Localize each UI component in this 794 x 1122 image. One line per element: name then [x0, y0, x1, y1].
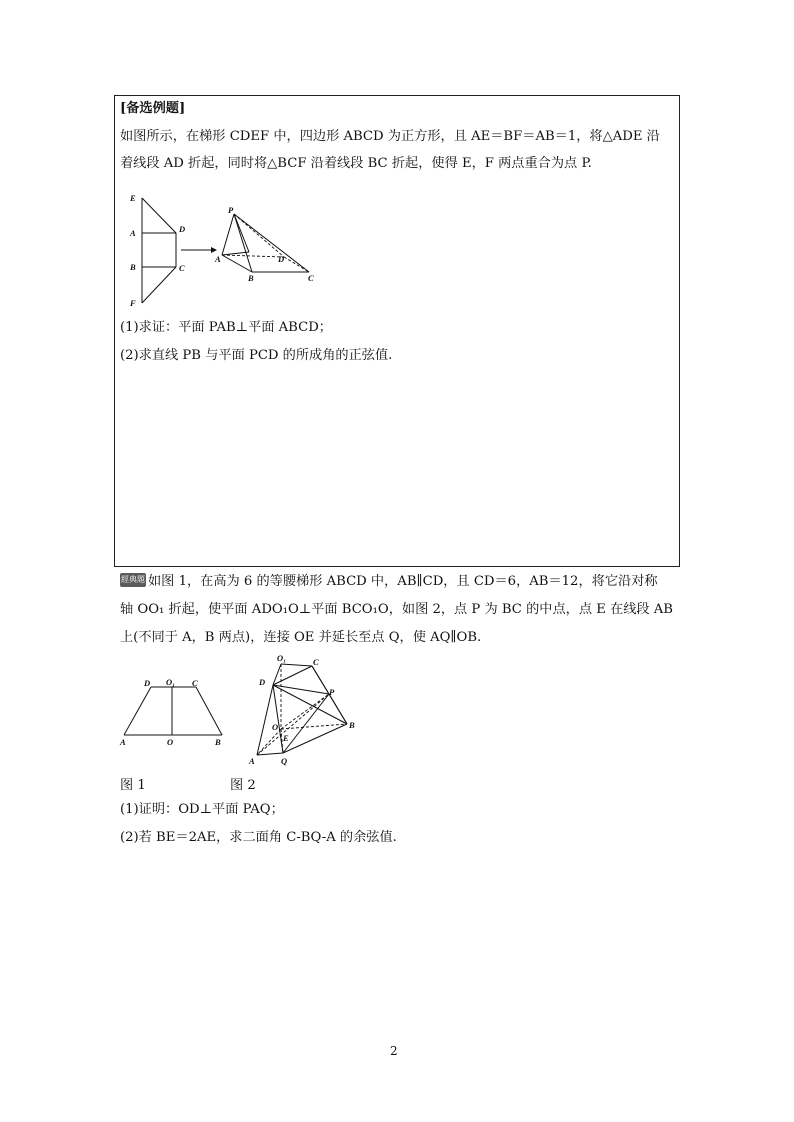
fig1-label-A: A [120, 737, 126, 747]
fig1-label-C: C [192, 678, 198, 688]
fig1-label-B: B [215, 737, 221, 747]
label-E: E [130, 193, 136, 203]
figure-1-caption: 图 1 [120, 778, 146, 793]
classic-question-2: (2)若 BE＝2AE，求二面角 C-BQ-A 的余弦值. [120, 830, 397, 845]
classic-question-1: (1)证明：OD⊥平面 PAQ； [120, 802, 284, 817]
classic-line-1: 如图 1，在高为 6 的等腰梯形 ABCD 中，AB∥CD，且 CD＝6，AB＝12，将它沿对称 [148, 574, 658, 589]
label-C: C [179, 263, 185, 273]
fig2-label-B: B [349, 720, 355, 730]
alt-example-figure [124, 190, 334, 316]
fig2-label-P: P [329, 687, 335, 697]
fig2-label-O: O [272, 722, 279, 732]
alt-example-header: [备选例题] [120, 101, 186, 116]
label-A2: A [215, 254, 221, 264]
fig2-label-D: D [259, 677, 266, 687]
label-B2: B [248, 273, 254, 283]
fig2-label-C: C [313, 657, 319, 667]
page-number: 2 [390, 1044, 398, 1058]
alt-example-line-2: 着线段 AD 折起，同时将△BCF 沿着线段 BC 折起，使得 E，F 两点重合为点 P. [120, 156, 592, 171]
classic-figure-2 [245, 652, 365, 774]
label-D: D [179, 224, 186, 234]
label-C2: C [308, 273, 314, 283]
label-B: B [130, 262, 136, 272]
label-A: A [130, 228, 136, 238]
alt-example-line-1: 如图所示，在梯形 CDEF 中，四边形 ABCD 为正方形，且 AE＝BF＝AB＝1，将△ADE 沿 [120, 129, 660, 144]
classic-badge: 經典題 [120, 573, 146, 587]
alt-example-question-2: (2)求直线 PB 与平面 PCD 的所成角的正弦值. [120, 348, 393, 363]
fig1-label-O: O [167, 737, 174, 747]
figure-2-caption: 图 2 [230, 778, 256, 793]
classic-line-3: 上(不同于 A，B 两点)，连接 OE 并延长至点 Q，使 AQ∥OB. [120, 630, 482, 645]
fig1-label-O1: O₁ [166, 677, 176, 687]
fig1-label-D: D [144, 678, 151, 688]
label-D2: D [278, 254, 285, 264]
label-P: P [228, 205, 234, 215]
fig2-label-E: E [283, 733, 289, 743]
label-F: F [130, 298, 136, 308]
fig2-label-Q: Q [281, 756, 288, 766]
classic-figure-1 [116, 675, 232, 755]
classic-line-2: 轴 OO₁ 折起，使平面 ADO₁O⊥平面 BCO₁O，如图 2，点 P 为 BC 的中点，点 E 在线段 AB [120, 602, 673, 617]
alt-example-question-1: (1)求证：平面 PAB⊥平面 ABCD； [120, 320, 332, 335]
fig2-label-O1: O₁ [277, 653, 287, 663]
fig2-label-A: A [249, 756, 255, 766]
